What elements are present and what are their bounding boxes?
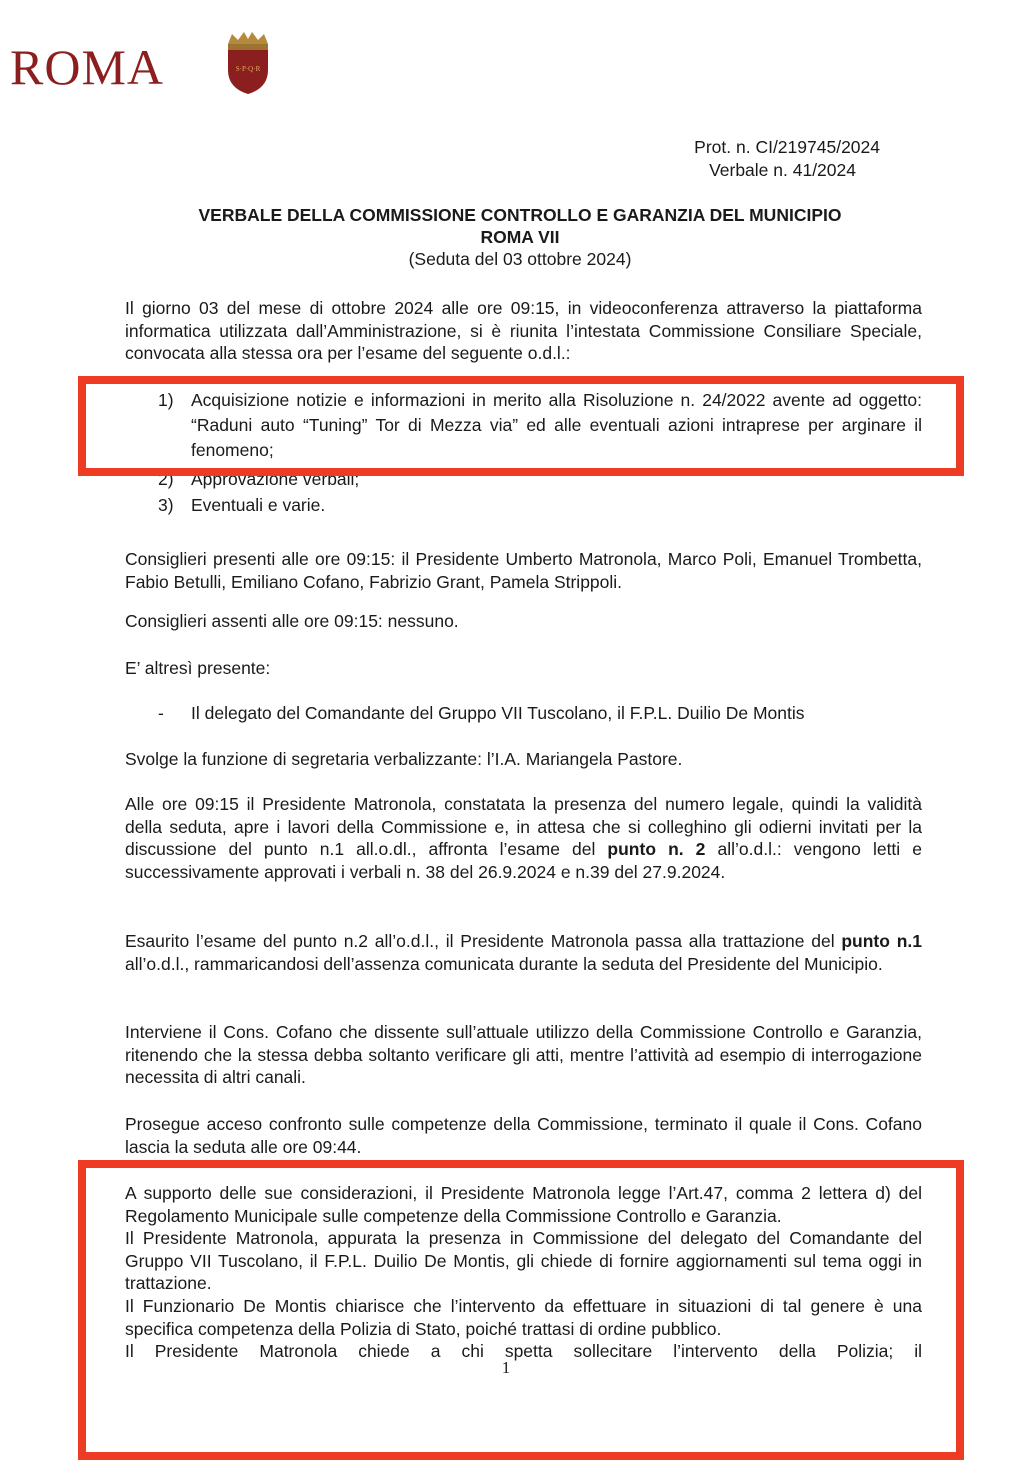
also-present-text: Il delegato del Comandante del Gruppo VII Tuscolano, il F.P.L. Duilio De Montis [191, 703, 805, 723]
p2-b: all’o.d.l., rammaricandosi dell’assenza comunicata durante la seduta del Presidente del Municipio. [125, 953, 883, 974]
agenda-text: Eventuali e varie. [191, 495, 326, 515]
p1-b: all’o.d.l.: vengono letti e successivamente approvati i verbali n. 38 del 26.9.2024 e n.39 del 27.9.2024. [125, 839, 922, 882]
paragraph-5: A supporto delle sue considerazioni, il Presidente Matronola legge l’Art.47, comma 2 lettera d) del Regolamento Municipale sulle competenze della Commissione Controllo e Garanzia. [125, 1183, 922, 1226]
intro-paragraph: Il giorno 03 del mese di ottobre 2024 alle ore 09:15, in videoconferenza attraverso la piattaforma informatica utilizzata dall’Amministrazione, si è riunita l’intestata Commissione Consiliare Speciale, convocata alla stessa ora per l’esame del seguente o.d.l.: [125, 298, 922, 363]
paragraph-7: Il Funzionario De Montis chiarisce che l’intervento da effettuare in situazioni di tal genere è una specifica competenza della Polizia di Stato, poiché trattasi di ordine pubblico. [125, 1296, 922, 1339]
protocol-number: Prot. n. CI/219745/2024 [694, 137, 880, 157]
agenda-num: 2) [158, 469, 174, 489]
highlight-box-agenda [78, 376, 964, 476]
svg-text:S·P·Q·R: S·P·Q·R [235, 65, 261, 73]
p2-a: Esaurito l’esame del punto n.2 all’o.d.l., il Presidente Matronola passa alla trattazione del [125, 931, 842, 951]
paragraph-8: Il Presidente Matronola chiede a chi spetta sollecitare l’intervento della Polizia; il [125, 1341, 922, 1361]
roma-logo-text: ROMA [10, 39, 165, 95]
p1-bold: punto n. 2 [607, 839, 706, 859]
verbale-number: Verbale n. 41/2024 [709, 160, 856, 180]
title-line-1: VERBALE DELLA COMMISSIONE CONTROLLO E GARANZIA DEL MUNICIPIO [198, 205, 842, 225]
title-line-3: (Seduta del 03 ottobre 2024) [408, 249, 632, 269]
paragraph-4: Prosegue acceso confronto sulle competenze della Commissione, terminato il quale il Cons. Cofano lascia la seduta alle ore 09:44. [125, 1114, 922, 1157]
agenda-num: 1) [158, 390, 174, 410]
absent-paragraph: Consiglieri assenti alle ore 09:15: nessuno. [125, 611, 459, 631]
document-title [120, 204, 920, 270]
agenda-item [125, 493, 922, 518]
title-line-2: ROMA VII [480, 227, 560, 247]
agenda-text: Acquisizione notizie e informazioni in merito alla Risoluzione n. 24/2022 avente ad oggetto: “Raduni auto “Tuning” Tor di Mezza via” ed alle eventuali azioni intraprese per arginare il fenomeno; [191, 390, 922, 460]
secretary-paragraph: Svolge la funzione di segretaria verbalizzante: l’I.A. Mariangela Pastore. [125, 749, 683, 769]
agenda-num: 3) [158, 495, 174, 515]
paragraph-3: Interviene il Cons. Cofano che dissente sull’attuale utilizzo della Commissione Controllo e Garanzia, ritenendo che la stessa debba soltanto verificare gli atti, mentre l’attività ad esempio di interrogazione necessita di altri canali. [125, 1022, 922, 1087]
highlight-box-discussion [78, 1160, 964, 1460]
also-present-label: E’ altresì presente: [125, 658, 271, 678]
paragraph-1 [125, 793, 922, 883]
also-present-item [125, 701, 922, 726]
paragraph-6: Il Presidente Matronola, appurata la presenza in Commissione del delegato del Comandante del Gruppo VII Tuscolano, il F.P.L. Duilio De Montis, gli chiede di fornire aggiornamenti sul tema oggi in trattazione. [125, 1228, 922, 1293]
page-number: 1 [501, 1358, 511, 1377]
bullet-dash: - [158, 703, 164, 723]
agenda-text: Approvazione verbali; [191, 469, 360, 489]
roma-emblem-icon [222, 30, 274, 96]
paragraph-2 [125, 930, 922, 975]
protocol-block [694, 136, 880, 182]
p1-a: Alle ore 09:15 il Presidente Matronola, constatata la presenza del numero legale, quindi la validità della seduta, apre i lavori della Commissione e, in attesa che si colleghino gli odierni invitati per la discussione del punto n.1 all.o.dl., affronta l’esame del [125, 794, 922, 859]
present-paragraph: Consiglieri presenti alle ore 09:15: il Presidente Umberto Matronola, Marco Poli, Emanuel Trombetta, Fabio Betulli, Emiliano Cofano, Fabrizio Grant, Pamela Strippoli. [125, 549, 922, 592]
p2-bold: punto n.1 [841, 931, 922, 951]
